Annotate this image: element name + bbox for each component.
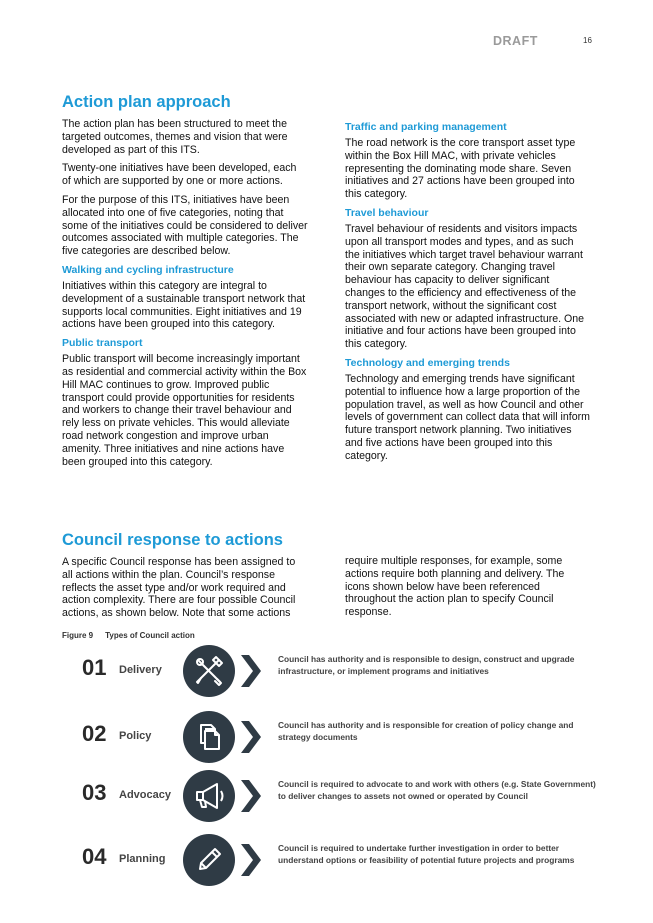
row-number: 02 bbox=[82, 721, 107, 746]
chevron-right-icon bbox=[239, 780, 263, 812]
technology-text: Technology and emerging trends have significant potential to influence how a large proportion of the population travel, as well as how Council and other levels of government can collect data that will inform future transport network planning. Two initiatives and five actions have been grouped into this category. bbox=[345, 372, 590, 462]
action-plan-para-3: For the purpose of this ITS, initiatives have been allocated into one of five categories, noting that some of the initiatives could be considered to deliver outcomes associated with multiple categories. The five categories are described below. bbox=[62, 193, 308, 258]
documents-icon bbox=[183, 711, 235, 763]
council-left-column bbox=[62, 531, 308, 626]
council-title: Council response to actions bbox=[62, 531, 283, 549]
chevron-right-icon bbox=[239, 844, 263, 876]
megaphone-icon bbox=[183, 770, 235, 822]
left-column bbox=[62, 93, 308, 474]
row-number: 04 bbox=[82, 844, 107, 869]
chevron-right-icon bbox=[239, 721, 263, 753]
row-label: Planning bbox=[119, 853, 166, 865]
pencil-icon bbox=[183, 834, 235, 886]
row-label: Policy bbox=[119, 730, 152, 742]
row-label: Advocacy bbox=[119, 789, 171, 801]
public-transport-text: Public transport will become increasingly important as residential and commercial activity within the Box Hill MAC continues to grow. Improved public transport could provide opportunities for residents and workers to change their travel behaviour and rely less on private vehicles. This would alleviate road network congestion and improve urban amenity. Three initiatives and nine actions have been grouped into this category. bbox=[62, 353, 307, 468]
row-description: Council has authority and is responsible to design, construct and upgrade infrastructure, or implement programs and initiatives bbox=[278, 654, 575, 676]
right-column bbox=[345, 117, 591, 469]
travel-heading: Travel behaviour bbox=[345, 206, 429, 219]
council-action-row-policy bbox=[82, 711, 602, 765]
figure-label: Figure 9 bbox=[62, 631, 94, 640]
traffic-heading: Traffic and parking management bbox=[345, 121, 507, 133]
council-right-text: require multiple responses, for example, some actions require both planning and delivery. The icons shown below have been referenced throughout the action plan to specify Council response. bbox=[345, 555, 565, 619]
walking-text: Initiatives within this category are integral to development of a sustainable transport network that supports local communities. Eight initiatives and 19 actions have been grouped into this category. bbox=[62, 279, 306, 331]
action-plan-title: Action plan approach bbox=[62, 93, 231, 111]
chevron-right-icon bbox=[239, 655, 263, 687]
council-action-row-delivery bbox=[82, 645, 602, 699]
action-plan-para-1: The action plan has been structured to meet the targeted outcomes, themes and vision that were developed as part of this ITS. bbox=[62, 118, 288, 156]
row-description: Council is required to undertake further investigation in order to better understand options or feasibility of potential future projects and programs bbox=[278, 843, 575, 865]
public-transport-heading: Public transport bbox=[62, 337, 143, 350]
row-description: Council is required to advocate to and work with others (e.g. State Government) to deliver changes to assets not owned or operated by Council bbox=[278, 779, 596, 801]
council-left-text: A specific Council response has been assigned to all actions within the plan. Council’s response reflects the asset type and/or work required and action complexity. There are four possible Council actions, as shown below. Note that some actions bbox=[62, 556, 296, 620]
row-number: 01 bbox=[82, 655, 107, 680]
row-description: Council has authority and is responsible for creation of policy change and strategy documents bbox=[278, 720, 574, 742]
traffic-text: The road network is the core transport asset type within the Box Hill MAC, with private vehicles representing the dominating mode share. Seven initiatives and 27 actions have been grouped into this category. bbox=[345, 137, 576, 201]
figure-caption bbox=[62, 631, 195, 640]
row-number: 03 bbox=[82, 780, 107, 805]
council-action-row-planning bbox=[82, 834, 602, 888]
council-action-row-advocacy bbox=[82, 770, 602, 824]
tools-icon bbox=[183, 645, 235, 697]
action-plan-para-2: Twenty-one initiatives have been developed, each of which are supported by one or more actions. bbox=[62, 162, 297, 188]
technology-heading: Technology and emerging trends bbox=[345, 356, 510, 369]
travel-text: Travel behaviour of residents and visitors impacts upon all transport modes and types, and as such the initiatives which target travel behaviour warrant their own separate category. Changing travel behaviour has capacity to deliver significant changes to the efficiency and effectiveness of the transport network, without the significant cost associated with new or adapted infrastructure. One initiative and four actions have been grouped into this category. bbox=[345, 222, 585, 351]
page-number: 16 bbox=[583, 36, 592, 45]
walking-heading: Walking and cycling infrastructure bbox=[62, 263, 234, 276]
figure-caption-text: Types of Council action bbox=[105, 631, 195, 640]
draft-watermark: DRAFT bbox=[493, 34, 538, 48]
row-label: Delivery bbox=[119, 664, 162, 676]
council-right-column bbox=[345, 555, 591, 625]
